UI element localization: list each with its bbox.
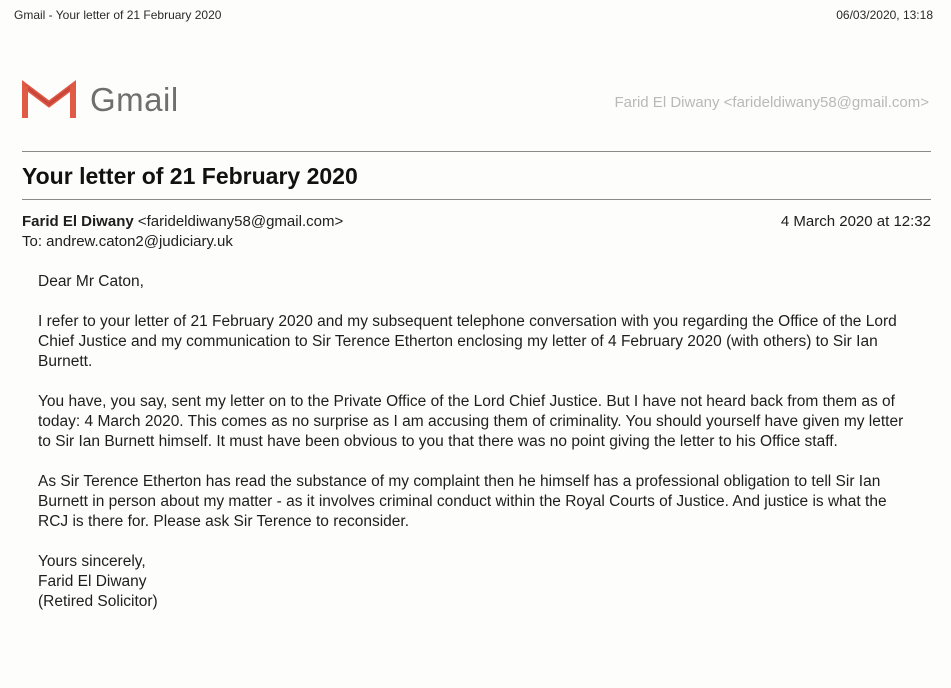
body-paragraph: You have, you say, sent my letter on to the Private Office of the Lord Chief Justice. But I have not heard back from them as of today: 4 March 2020. This comes as no surprise as I am accusing them of criminality. You should yourself have given my letter to Sir Ian Burnett himself. It must have been obvious to you that there was no point giving the letter to his Office staff.: [38, 393, 904, 450]
gmail-wordmark: Gmail: [90, 81, 179, 118]
print-header: [14, 8, 933, 22]
signature-title: (Retired Solicitor): [38, 593, 158, 610]
body-paragraph: I refer to your letter of 21 February 2020 and my subsequent telephone conversation with you regarding the Office of the Lord Chief Justice and my communication to Sir Terence Etherton enclosing my letter of 4 February 2020 (with others) to Sir Ian Burnett.: [38, 313, 897, 370]
divider: [22, 151, 931, 152]
divider: [22, 199, 931, 200]
print-title: Gmail - Your letter of 21 February 2020: [14, 8, 222, 22]
sender-line: [22, 213, 931, 230]
account-address: Farid El Diwany <farideldiwany58@gmail.com>: [614, 94, 929, 111]
gmail-m-logo-icon: [22, 80, 76, 120]
recipient-line: To: andrew.caton2@judiciary.uk: [22, 233, 233, 250]
sender-address: <farideldiwany58@gmail.com>: [137, 213, 344, 230]
email-subject: Your letter of 21 February 2020: [22, 163, 358, 189]
sender-name: Farid El Diwany: [22, 213, 134, 230]
email-body: [38, 272, 918, 612]
print-datetime: 06/03/2020, 13:18: [836, 8, 933, 22]
body-paragraph: As Sir Terence Etherton has read the substance of my complaint then he himself has a professional obligation to tell Sir Ian Burnett in person about my matter - as it involves criminal conduct within the Royal Courts of Justice. And justice is what the RCJ is there for. Please ask Sir Terence to reconsider.: [38, 473, 887, 530]
signoff: Yours sincerely,: [38, 553, 146, 570]
gmail-brand: [22, 80, 179, 120]
signature-name: Farid El Diwany: [38, 573, 147, 590]
email-date: 4 March 2020 at 12:32: [780, 213, 931, 230]
greeting: Dear Mr Caton,: [38, 273, 144, 290]
closing: [38, 552, 918, 612]
